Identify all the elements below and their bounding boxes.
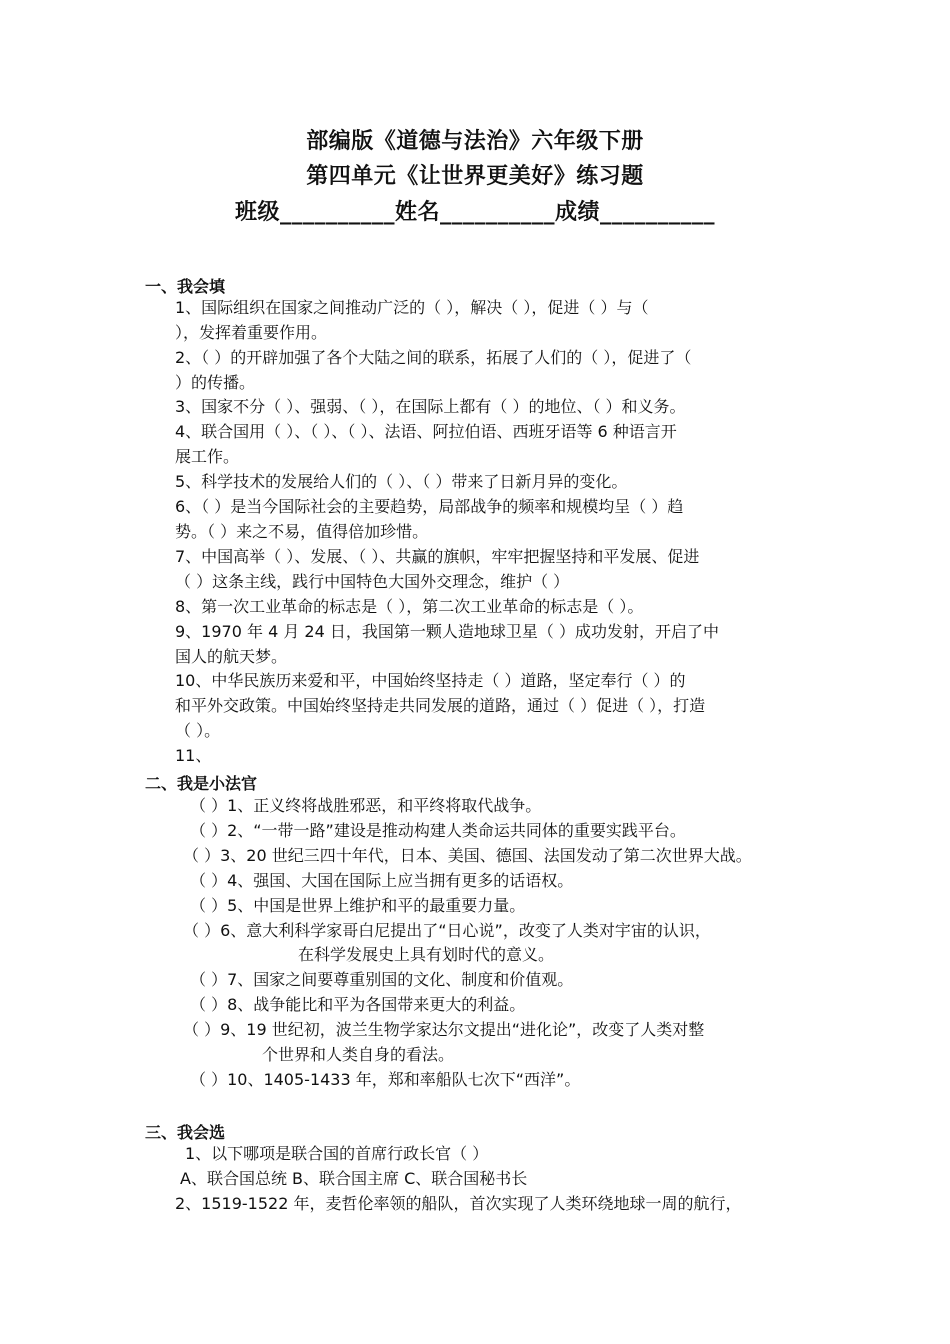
judge-question-line: （ ）3、20 世纪三四十年代，日本、美国、德国、法国发动了第二次世界大战。: [183, 846, 752, 865]
section2-heading: 二、我是小法官: [145, 774, 258, 793]
fill-question-line: 3、国家不分（ ）、强弱、（ ），在国际上都有（ ）的地位、（ ）和义务。: [175, 397, 686, 416]
judge-question-line: （ ）9、19 世纪初，波兰生物学家达尔文提出“进化论”，改变了人类对整: [183, 1020, 705, 1039]
choice-options-line: A、联合国总统 B、联合国主席 C、联合国秘书长: [180, 1169, 528, 1188]
section1-heading: 一、我会填: [145, 277, 226, 296]
fill-question-line: 势。（ ）来之不易，值得倍加珍惜。: [175, 522, 429, 541]
judge-question-line: （ ）7、国家之间要尊重别国的文化、制度和价值观。: [190, 970, 574, 989]
judge-question-line: （ ）1、正义终将战胜邪恶，和平终将取代战争。: [190, 796, 542, 815]
fill-question-line: 11、: [175, 746, 212, 765]
judge-question-line: （ ）2、“一带一路”建设是推动构建人类命运共同体的重要实践平台。: [190, 821, 686, 840]
fill-question-line: 2、（ ）的开辟加强了各个大陆之间的联系，拓展了人们的（ ），促进了（: [175, 348, 692, 367]
fill-question-line: 6、（ ）是当今国际社会的主要趋势，局部战争的频率和规模均呈（ ）趋: [175, 497, 684, 516]
judge-question-line: 在科学发展史上具有划时代的意义。: [298, 945, 555, 964]
fill-question-line: 展工作。: [175, 447, 240, 466]
judge-question-line: （ ）6、意大利科学家哥白尼提出了“日心说”，改变了人类对宇宙的认识，: [183, 921, 711, 940]
fill-question-line: ）的传播。: [175, 373, 256, 392]
judge-question-line: （ ）5、中国是世界上维护和平的最重要力量。: [190, 896, 526, 915]
document-title-line2: 第四单元《让世界更美好》练习题: [306, 164, 644, 189]
document-title-line1: 部编版《道德与法治》六年级下册: [306, 129, 644, 154]
fill-question-line: 1、国际组织在国家之间推动广泛的（ ），解决（ ），促进（ ）与（: [175, 298, 649, 317]
judge-question-line: （ ）4、强国、大国在国际上应当拥有更多的话语权。: [190, 871, 574, 890]
fill-question-line: 4、联合国用（ ）、（ ）、（ ）、法语、阿拉伯语、西班牙语等 6 种语言开: [175, 422, 677, 441]
fill-question-line: 7、中国高举（ ）、发展、（ ）、共赢的旗帜，牢牢把握坚持和平发展、促进: [175, 547, 700, 566]
fill-question-line: （ ）。: [175, 721, 221, 740]
choice-question-line: 2、1519-1522 年，麦哲伦率领的船队，首次实现了人类环绕地球一周的航行，: [175, 1194, 742, 1213]
section3-heading: 三、我会选: [145, 1123, 226, 1142]
judge-question-line: 个世界和人类自身的看法。: [262, 1045, 455, 1064]
fill-question-line: （ ）这条主线，践行中国特色大国外交理念，维护（ ）: [175, 572, 570, 591]
fill-question-line: 5、科学技术的发展给人们的（ ）、（ ）带来了日新月异的变化。: [175, 472, 628, 491]
judge-question-line: （ ）10、1405-1433 年，郑和率船队七次下“西洋”。: [190, 1070, 581, 1089]
choice-question-line: 1、以下哪项是联合国的首席行政长官（ ）: [185, 1144, 489, 1163]
fill-question-line: 和平外交政策。中国始终坚持走共同发展的道路，通过（ ）促进（ ），打造: [175, 696, 706, 715]
student-info-line: 班级__________姓名__________成绩__________: [234, 200, 715, 225]
judge-question-line: （ ）8、战争能比和平为各国带来更大的利益。: [190, 995, 526, 1014]
fill-question-line: 9、1970 年 4 月 24 日，我国第一颗人造地球卫星（ ）成功发射，开启了中: [175, 622, 719, 641]
fill-question-line: 国人的航天梦。: [175, 647, 288, 666]
fill-question-line: 8、第一次工业革命的标志是（ ），第二次工业革命的标志是（ ）。: [175, 597, 644, 616]
fill-question-line: ），发挥着重要作用。: [175, 323, 328, 342]
fill-question-line: 10、中华民族历来爱和平，中国始终坚持走（ ）道路，坚定奉行（ ）的: [175, 671, 686, 690]
